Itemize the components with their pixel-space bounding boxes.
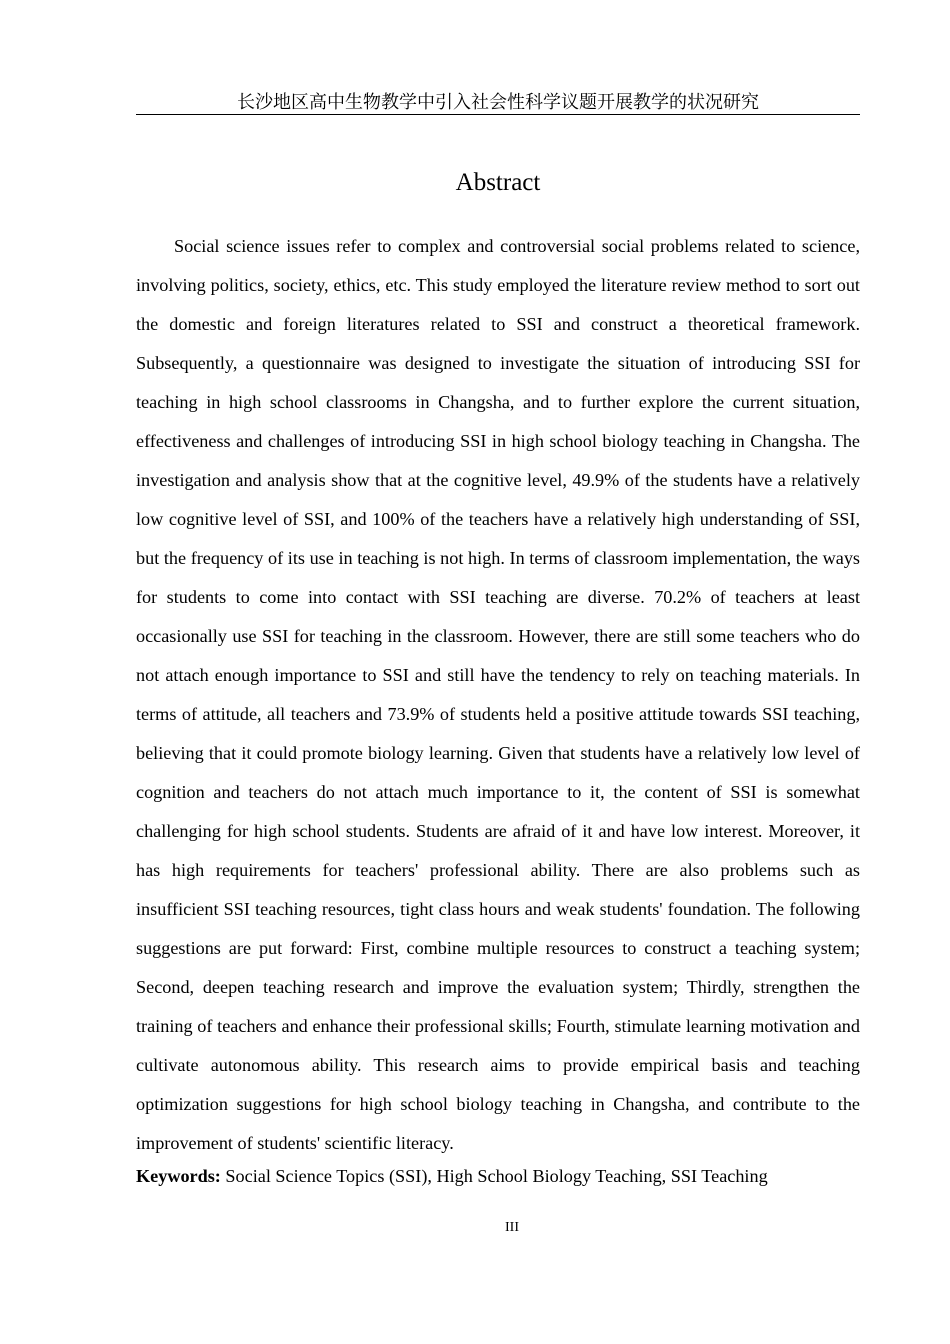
abstract-title: Abstract [455,169,541,196]
abstract-body: Social science issues refer to complex and controversial social problems related to science, involving politics, society, ethics, etc. This study employed the literature review method to sort out the domestic and foreign literatures related to SSI and construct a theoretical framework. Subsequently, a questionnaire was designed to investigate the situation of introducing SSI for teaching in high school classrooms in Changsha, and to further explore the current situation, effectiveness and challenges of introducing SSI in high school biology teaching in Changsha. The investigation and analysis show that at the cognitive level, 49.9% of the students have a relatively low cognitive level of SSI, and 100% of the teachers have a relatively high understanding of SSI, but the frequency of its use in teaching is not high. In terms of classroom implementation, the ways for students to come into contact with SSI teaching are diverse. 70.2% of teachers at least occasionally use SSI for teaching in the classroom. However, there are still some teachers who do not attach enough importance to SSI and still have the tendency to rely on teaching materials. In terms of attitude, all teachers and 73.9% of students held a positive attitude towards SSI teaching, believing that it could promote biology learning. Given that students have a relatively low level of cognition and teachers do not attach much importance to it, the content of SSI is somewhat challenging for high school students. Students are afraid of it and have low interest. Moreover, it has high requirements for teachers' professional ability. There are also problems such as insufficient SSI teaching resources, tight class hours and weak students' foundation. The following suggestions are put forward: First, combine multiple resources to construct a teaching system; Second, deepen teaching research and improve the evaluation system; Thirdly, strengthen the training of teachers and enhance their professional skills; Fourth, stimulate learning motivation and cultivate autonomous ability. This research aims to provide empirical basis and teaching optimization suggestions for high school biology teaching in Changsha, and contribute to the improvement of students' scientific literacy. [136,236,860,1153]
page-number: III [505,1220,519,1235]
header-rule [136,114,860,115]
keywords-text: Social Science Topics (SSI), High School Biology Teaching, SSI Teaching [220,1166,768,1186]
running-header-title: 长沙地区高中生物教学中引入社会性科学议题开展教学的状况研究 [237,92,759,113]
keywords-line [136,1163,860,1189]
keywords-label: Keywords: [136,1166,221,1186]
